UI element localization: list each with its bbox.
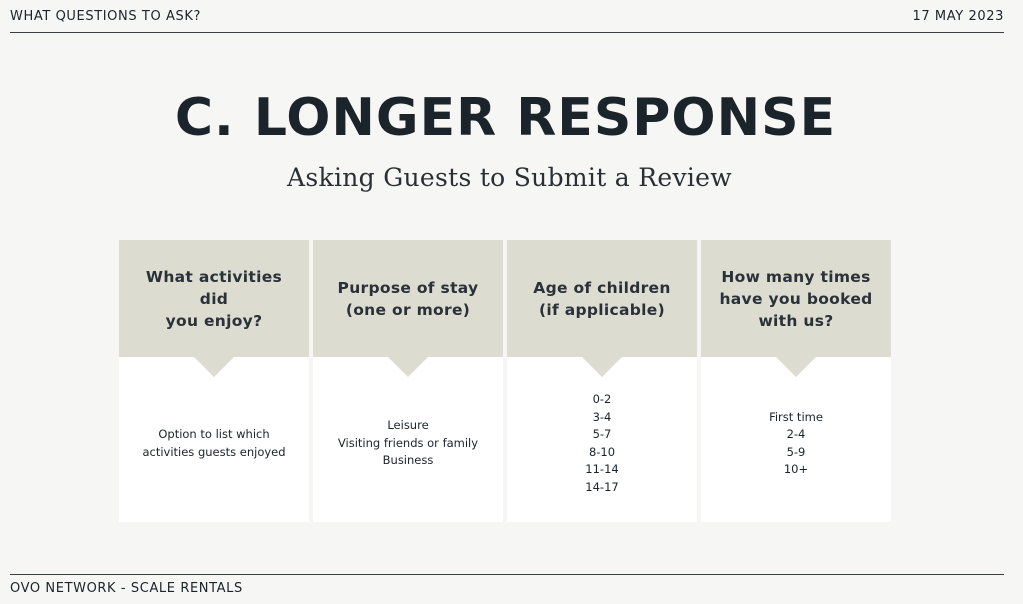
header-date: 17 MAY 2023 — [912, 9, 1004, 24]
option-text: Option to list which — [158, 427, 270, 441]
option-text: 11-14 — [585, 462, 619, 476]
footer-divider — [10, 574, 1004, 575]
option-text: 5-9 — [786, 444, 806, 459]
column-options — [119, 357, 309, 522]
column-heading: Age of children (if applicable) — [533, 278, 671, 319]
header-section-label: WHAT QUESTIONS TO ASK? — [10, 9, 201, 24]
option-text: 8-10 — [588, 444, 616, 459]
slide-subtitle: Asking Guests to Submit a Review — [287, 163, 732, 192]
footer-text: OVO NETWORK - SCALE RENTALS — [10, 581, 243, 596]
column-options — [701, 357, 891, 522]
question-column-activities — [119, 240, 309, 522]
option-text: Leisure — [387, 418, 429, 433]
header-divider — [10, 32, 1004, 33]
column-heading-box — [313, 240, 503, 357]
column-heading: How many times have you booked with us? — [719, 267, 873, 330]
question-column-purpose — [313, 240, 503, 522]
question-column-bookings — [701, 240, 891, 522]
option-text: 2-4 — [786, 427, 806, 441]
slide-title: C. LONGER RESPONSE — [174, 88, 837, 148]
column-options — [507, 357, 697, 522]
option-text: activities guests enjoyed — [142, 444, 286, 459]
column-heading: Purpose of stay (one or more) — [337, 278, 479, 319]
option-text: 5-7 — [592, 427, 612, 441]
option-text: 10+ — [783, 462, 809, 476]
column-heading-box — [119, 240, 309, 357]
column-heading-box — [507, 240, 697, 357]
option-text: First time — [769, 409, 823, 424]
option-text: 14-17 — [585, 479, 619, 494]
column-heading: What activities did you enjoy? — [145, 267, 283, 330]
question-columns — [119, 240, 891, 522]
option-text: Business — [382, 453, 434, 468]
option-text: 0-2 — [592, 392, 612, 406]
column-heading-box — [701, 240, 891, 357]
question-column-children-age — [507, 240, 697, 522]
column-options — [313, 357, 503, 522]
option-text: 3-4 — [592, 409, 612, 424]
option-text: Visiting friends or family — [337, 435, 479, 450]
